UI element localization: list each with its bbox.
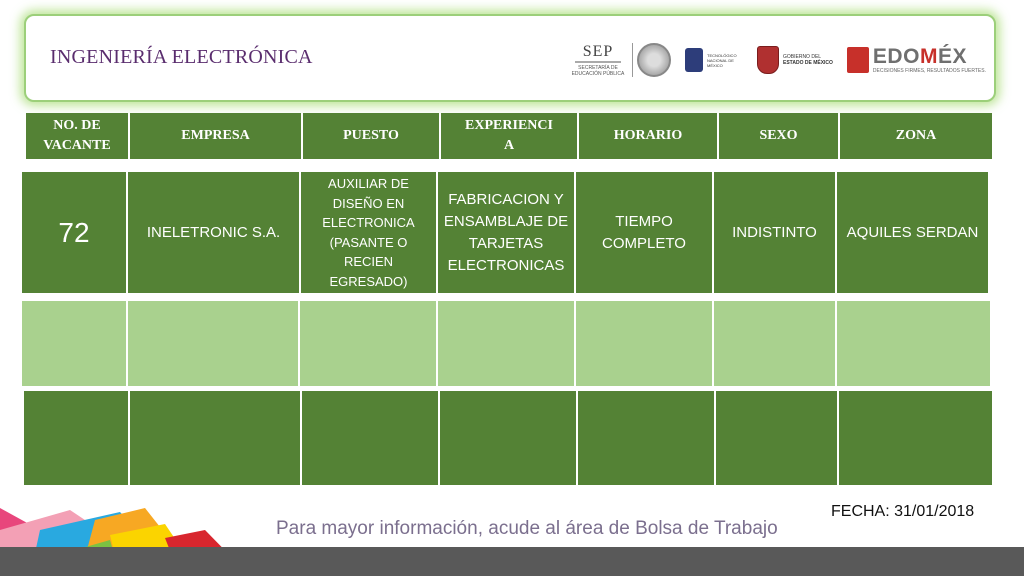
tecnm-icon <box>685 48 703 72</box>
experiencia-cell <box>438 301 574 386</box>
horario-cell <box>576 301 712 386</box>
logo-divider <box>632 43 633 77</box>
zona-cell <box>839 391 992 485</box>
zona-cell: AQUILES SERDAN <box>837 172 988 293</box>
vacancy-number: 72 <box>22 172 126 293</box>
edomex-wordmark: EDOMÉX <box>872 45 967 68</box>
table-row <box>24 391 992 485</box>
state-crest-icon <box>757 46 779 74</box>
gobierno-logo <box>757 46 833 74</box>
table-row <box>22 301 990 386</box>
puesto-cell <box>300 301 436 386</box>
sexo-cell: INDISTINTO <box>714 172 835 293</box>
empresa-cell <box>128 301 298 386</box>
sexo-cell <box>714 301 835 386</box>
table-row <box>22 172 988 293</box>
header-banner <box>24 14 996 102</box>
footer-bar <box>0 547 1024 576</box>
edomex-emblem-icon <box>847 47 869 73</box>
column-header-empresa: EMPRESA <box>130 113 301 159</box>
date-label: FECHA: 31/01/2018 <box>831 503 975 520</box>
experiencia-cell: FABRICACION Y ENSAMBLAJE DE TARJETAS ELECTRONICAS <box>438 172 574 293</box>
column-header-no-vacante: NO. DE VACANTE <box>26 113 128 159</box>
page-title: INGENIERÍA ELECTRÓNICA <box>50 46 313 68</box>
vacancy-number <box>22 301 126 386</box>
experiencia-cell <box>440 391 576 485</box>
tecnm-logo <box>685 48 743 72</box>
vacancy-number <box>24 391 128 485</box>
logos-strip <box>568 38 986 82</box>
empresa-cell: INELETRONIC S.A. <box>128 172 299 293</box>
column-header-zona: ZONA <box>840 113 992 159</box>
zona-cell <box>837 301 990 386</box>
column-header-horario: HORARIO <box>579 113 717 159</box>
column-header-experiencia: EXPERIENCI A <box>441 113 577 159</box>
column-header-sexo: SEXO <box>719 113 838 159</box>
horario-cell <box>578 391 714 485</box>
empresa-cell <box>130 391 300 485</box>
edomex-logo <box>847 46 986 74</box>
horario-cell: TIEMPO COMPLETO <box>576 172 712 293</box>
gobierno-line1: GOBIERNO DEL <box>783 54 822 60</box>
national-seal-icon <box>637 43 671 77</box>
puesto-cell: AUXILIAR DE DISEÑO EN ELECTRONICA (PASANTE O RECIEN EGRESADO) <box>301 172 436 293</box>
vacancy-table-header <box>24 113 994 159</box>
tecnm-text: TECNOLÓGICO NACIONAL DE MÉXICO <box>707 52 737 68</box>
sep-logo <box>568 43 671 77</box>
column-header-puesto: PUESTO <box>303 113 439 159</box>
edomex-slogan: DECISIONES FIRMES, RESULTADOS FUERTES. <box>872 68 986 74</box>
sep-logo-name: SEP <box>575 43 622 63</box>
sep-logo-subtitle: SECRETARÍA DE EDUCACIÓN PÚBLICA <box>571 65 625 77</box>
gobierno-line2: ESTADO DE MÉXICO <box>783 60 833 66</box>
puesto-cell <box>302 391 438 485</box>
footer-info-text: Para mayor información, acude al área de Bolsa de Trabajo <box>276 518 778 539</box>
sexo-cell <box>716 391 837 485</box>
